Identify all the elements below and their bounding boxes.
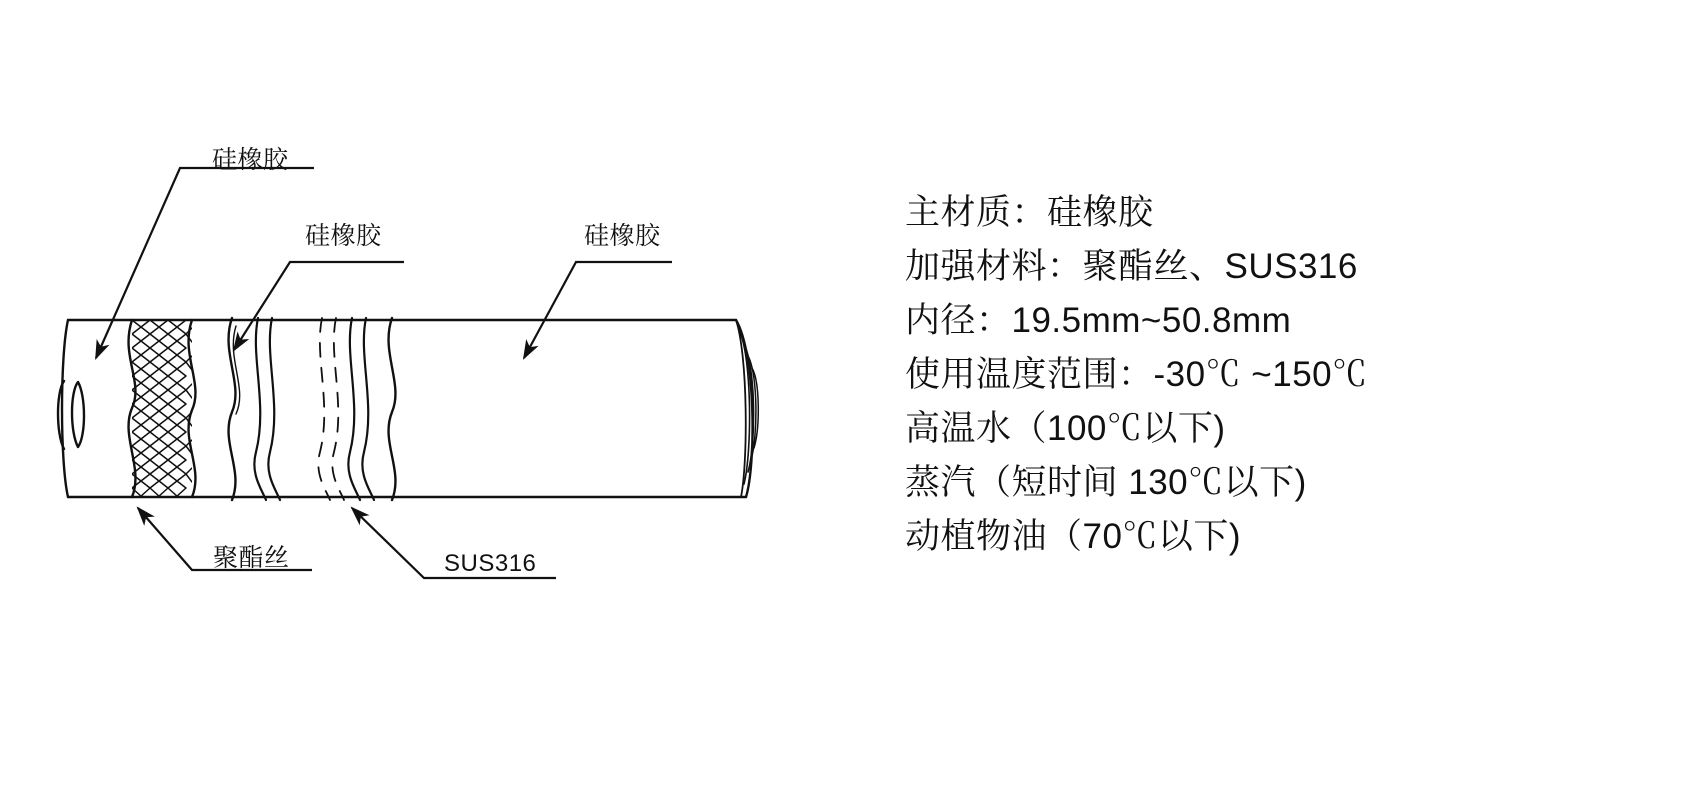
hose-body-outline: [58, 318, 758, 500]
spec-line-inner-diameter: 内径：19.5mm~50.8mm: [905, 301, 1292, 340]
callout-polyester-yarn: 聚酯丝: [213, 544, 290, 572]
callout-sus316: SUS316: [444, 550, 537, 577]
polyester-braid-hatching: [132, 320, 192, 497]
leader-silicone-right: [524, 262, 672, 358]
spec-line-temperature-range: 使用温度范围：-30℃ ~150℃: [905, 355, 1368, 394]
specification-list: [905, 186, 1665, 564]
layer-boundary-4: [389, 318, 396, 500]
sus316-wire-helix: [254, 318, 374, 500]
callout-silicone-rubber-right: 硅橡胶: [584, 222, 661, 250]
layer-boundary-3: [229, 318, 236, 500]
leader-silicone-middle: [234, 262, 404, 350]
inner-bore-left: [72, 382, 84, 447]
spec-line-animal-vegetable-oil: 动植物油（70℃以下): [905, 517, 1242, 556]
spec-line-hot-water: 高温水（100℃以下): [905, 409, 1226, 448]
spec-line-main-material: 主材质：硅橡胶: [905, 193, 1154, 232]
callout-silicone-rubber-middle: 硅橡胶: [305, 222, 382, 250]
spec-line-reinforcement: 加强材料：聚酯丝、SUS316: [905, 247, 1358, 286]
spec-line-steam: 蒸汽（短时间 130℃以下): [905, 463, 1307, 502]
callout-silicone-rubber-outer-left: 硅橡胶: [212, 146, 289, 174]
